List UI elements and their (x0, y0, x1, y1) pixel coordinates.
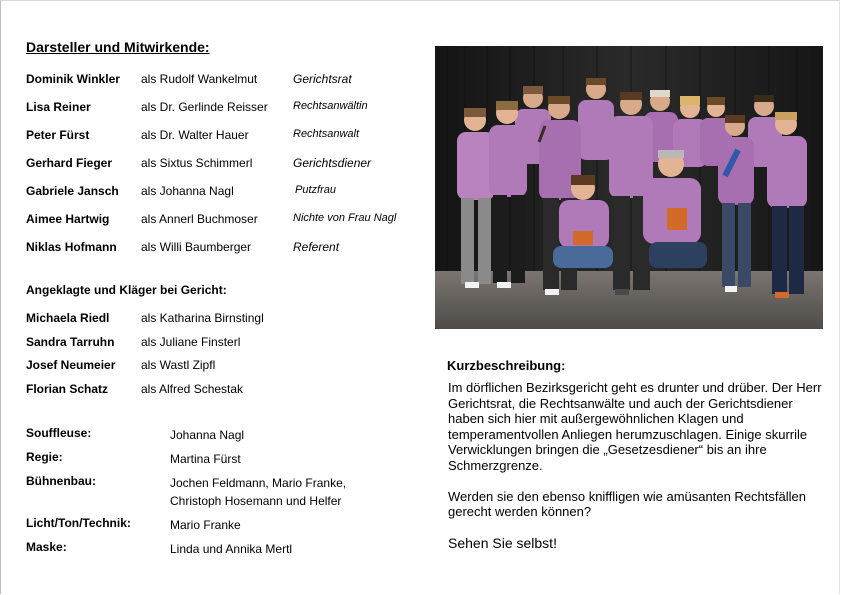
summary-heading: Kurzbeschreibung: (447, 358, 566, 373)
crew-label: Regie: (26, 450, 63, 464)
crew-value: Mario Franke (170, 518, 241, 532)
crew-label: Maske: (26, 540, 67, 554)
crew-value: Johanna Nagl (170, 428, 245, 442)
character-name: als Dr. Walter Hauer (141, 128, 249, 142)
character-name: als Johanna Nagl (141, 184, 234, 198)
actor-name: Gerhard Fieger (26, 156, 113, 170)
character-title: Gerichtsdiener (293, 156, 372, 170)
actor-name: Michaela Riedl (26, 311, 110, 325)
summary-paragraph: Werden sie den ebenso kniffligen wie amüsanten Rechtsfällen gerecht werden können? (448, 488, 806, 520)
summary-text (448, 380, 828, 535)
character-title: Referent (293, 240, 340, 254)
crew-label: Souffleuse: (26, 426, 92, 440)
actor-name: Josef Neumeier (26, 358, 116, 372)
character-title: Rechtsanwalt (293, 128, 360, 140)
character-name: als Juliane Finsterl (141, 335, 241, 349)
character-name: als Sixtus Schimmerl (141, 156, 253, 170)
character-name: als Wastl Zipfl (141, 358, 216, 372)
crew-label: Bühnenbau: (26, 474, 96, 488)
character-name: als Rudolf Wankelmut (141, 72, 258, 86)
closing-line: Sehen Sie selbst! (448, 535, 557, 551)
character-name: als Dr. Gerlinde Reisser (141, 100, 268, 114)
actor-name: Niklas Hofmann (26, 240, 117, 254)
character-name: als Annerl Buchmoser (141, 212, 258, 226)
character-title: Rechtsanwältin (293, 100, 368, 112)
actor-name: Lisa Reiner (26, 100, 91, 114)
character-name: als Alfred Schestak (141, 382, 244, 396)
character-name: als Katharina Birnstingl (141, 311, 264, 325)
character-title: Gerichtsrat (293, 72, 352, 86)
ensemble-photo-illustration (435, 46, 823, 329)
actor-name: Sandra Tarruhn (26, 335, 115, 349)
character-name: als Willi Baumberger (141, 240, 252, 254)
ensemble-photo (435, 46, 823, 329)
character-title: Nichte von Frau Nagl (293, 212, 397, 224)
actor-name: Aimee Hartwig (26, 212, 110, 226)
crew-value: Martina Fürst (170, 452, 241, 466)
summary-paragraph: Im dörflichen Bezirksgericht geht es drunter und drüber. Der Herr Gerichtsrat, die Rechtsanwälte und auch der Gerichtsdiener haben sich hier mit außergewöhnlichen Klagen und temperamentvollen Anliegen herumzuschlagen. Einige skurrile Verwicklungen bringen die „Gesetzesdiener“ bis an ihre Schmerzgrenze. (448, 380, 822, 473)
actor-name: Dominik Winkler (26, 72, 120, 86)
crew-value: Linda und Annika Mertl (170, 542, 293, 556)
cast-heading: Darsteller und Mitwirkende: (26, 39, 210, 55)
crew-label: Licht/Ton/Technik: (26, 516, 131, 530)
crew-value: Jochen Feldmann, Mario Franke, Christoph Hosemann und Helfer (170, 476, 347, 508)
character-title: Putzfrau (295, 184, 336, 196)
court-heading: Angeklagte und Kläger bei Gericht: (26, 283, 227, 297)
actor-name: Florian Schatz (26, 382, 109, 396)
actor-name: Peter Fürst (26, 128, 90, 142)
actor-name: Gabriele Jansch (26, 184, 119, 198)
